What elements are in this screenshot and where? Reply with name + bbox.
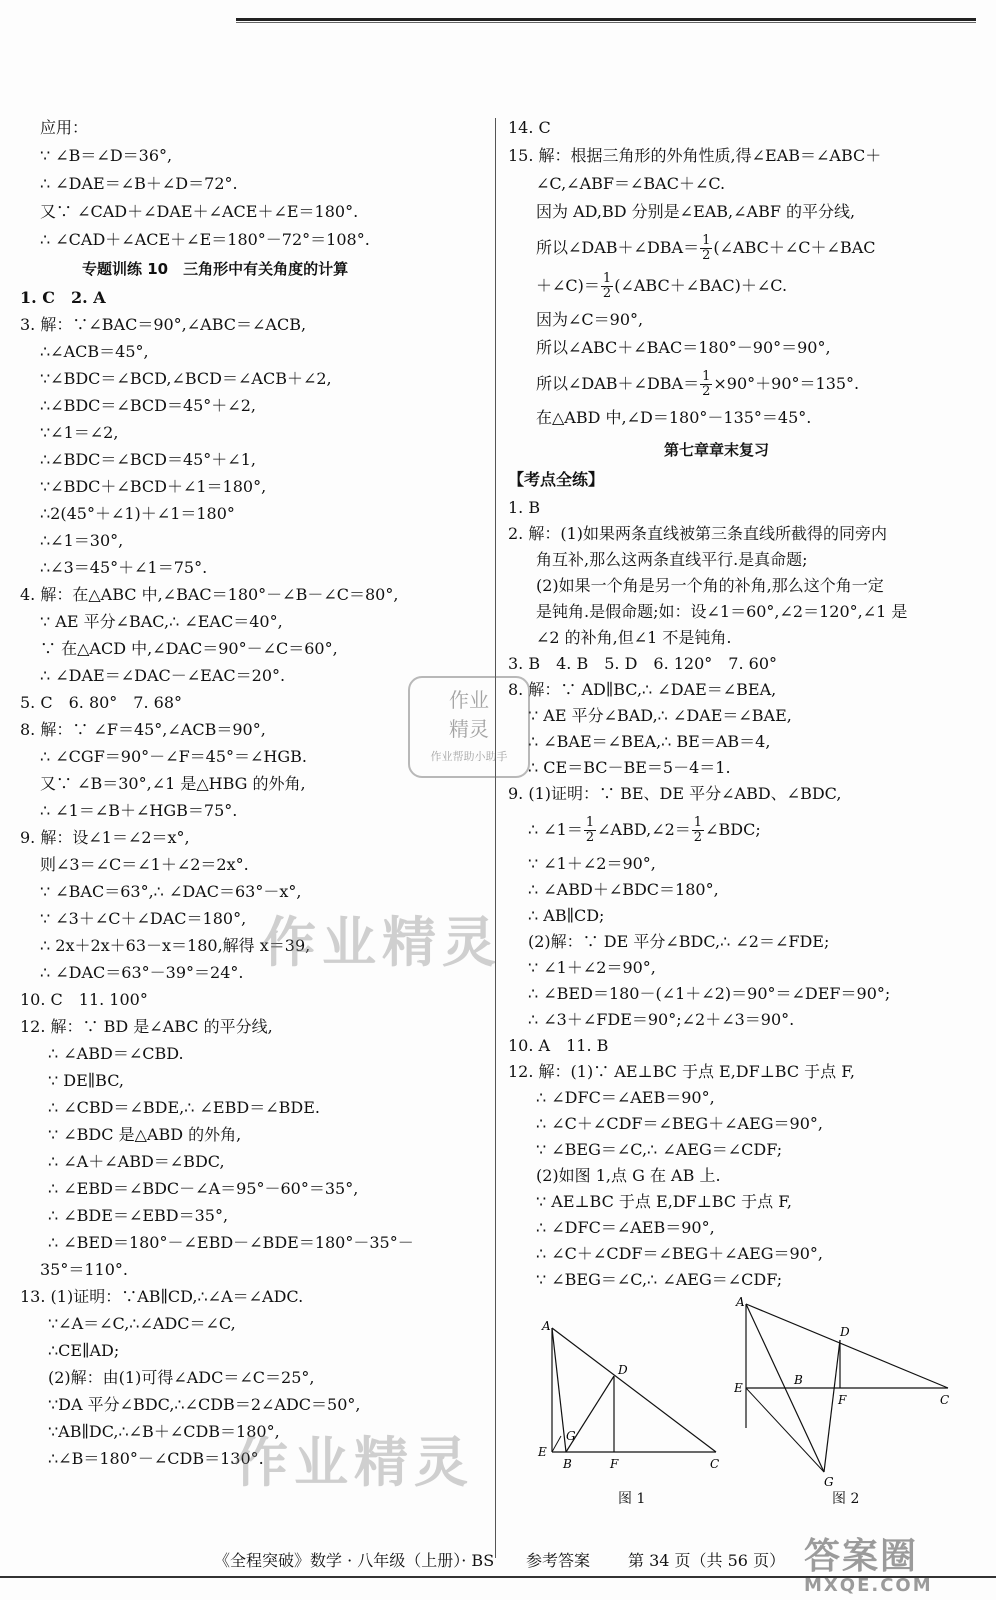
text-line: ∴ ∠BAE＝∠BEA,∴ BE＝AB＝4, [528, 732, 771, 751]
text-line: (2)解：∵ DE 平分∠BDC,∴ ∠2＝∠FDE; [528, 932, 830, 951]
logo-top: 答案圈 [804, 1536, 919, 1577]
text-line: ∴ ∠CBD＝∠BDE,∴ ∠EBD＝∠BDE. [48, 1098, 320, 1117]
text-segment: ＋∠C)＝ [536, 276, 600, 295]
text-line: ∴ ∠ABD＝∠CBD. [48, 1044, 184, 1063]
text-line: (2)如图 1,点 G 在 AB 上. [536, 1166, 721, 1185]
fraction-numerator: 1 [693, 815, 703, 830]
fraction-denominator: 2 [702, 384, 711, 399]
text-line: 13. (1)证明：∵AB∥CD,∴∠A＝∠ADC. [20, 1287, 304, 1306]
stamp-mid: 精灵 [449, 717, 489, 741]
line-ac [552, 1328, 716, 1452]
text-line: 角互补,那么这两条直线平行.是真命题; [536, 550, 808, 569]
text-line: ∴ ∠BED＝180°－∠EBD－∠BDE＝180°－35°－ [48, 1233, 414, 1252]
text-line: ∴∠1＝30°, [40, 531, 124, 550]
text-segment: 所以∠DAB＋∠DBA＝ [536, 238, 700, 257]
fraction-numerator: 1 [702, 233, 711, 248]
text-line: ∵ ∠BAC＝63°,∴ ∠DAC＝63°－x°, [40, 882, 302, 901]
text-line: 又∵ ∠CAD＋∠DAE＋∠ACE＋∠E＝180°. [40, 202, 359, 221]
figure-2-caption: 图 2 [832, 1491, 860, 1507]
text-line: 10. A 11. B [508, 1036, 609, 1055]
text-line: ∴ ∠CAD＋∠ACE＋∠E＝180°－72°＝108°. [40, 230, 370, 249]
watermark-text: 作业精灵 [262, 911, 502, 974]
fig2-label: E [734, 1381, 743, 1395]
figure-2 [734, 1296, 964, 1496]
fig2-label: D [840, 1325, 850, 1339]
text-line: ∵ 在△ACD 中,∠DAC＝90°－∠C＝60°, [40, 639, 338, 658]
text-line: ∴ 2x＋2x＋63－x＝180,解得 x＝39, [40, 936, 311, 955]
text-line: 35°＝110°. [40, 1260, 128, 1279]
footer-section: 参考答案 [526, 1551, 591, 1570]
text-line: ∵ AE⊥BC 于点 E,DF⊥BC 于点 F, [536, 1192, 792, 1211]
fig1-label: A [542, 1319, 551, 1333]
text-line: ∴ ∠ABD＋∠BDC＝180°, [528, 880, 719, 899]
watermark-stamp [408, 676, 530, 778]
text-line: ∵ ∠1＋∠2＝90°, [528, 958, 656, 977]
equation-line [536, 234, 876, 263]
text-line: 14. C [508, 118, 551, 137]
text-line: ∴CE∥AD; [48, 1341, 120, 1360]
footer-book-title: 《全程突破》数学 · 八年级（上册）· BS [214, 1551, 495, 1570]
fraction [584, 816, 596, 845]
section-title: 专题训练 10 三角形中有关角度的计算 [82, 260, 349, 278]
text-line: 则∠3＝∠C＝∠1＋∠2＝2x°. [40, 855, 249, 874]
text-line: ∴ ∠A＋∠ABD＝∠BDC, [48, 1152, 225, 1171]
text-segment: ×90°＋90°＝135°. [713, 374, 860, 393]
text-line: ∴ ∠BDE＝∠EBD＝35°, [48, 1206, 229, 1225]
text-segment: (∠ABC＋∠C＋∠BAC [713, 238, 876, 257]
text-line: ∠2 的补角,但∠1 不是钝角. [536, 628, 732, 647]
text-line: 5. C 6. 80° 7. 68° [20, 693, 183, 712]
text-line: ∴ ∠1＝∠B＋∠HGB＝75°. [40, 801, 238, 820]
figure-1-caption: 图 1 [618, 1491, 646, 1507]
text-line: ∵∠1＝∠2, [40, 423, 119, 442]
text-line: 12. 解：∵ BD 是∠ABC 的平分线, [20, 1017, 273, 1036]
text-line: ∴∠BDC＝∠BCD＝45°＋∠1, [40, 450, 256, 469]
text-line: ∵ ∠BEG＝∠C,∴ ∠AEG＝∠CDF; [536, 1140, 783, 1159]
line-ac [746, 1304, 948, 1388]
equation-line [536, 272, 787, 301]
text-line: 2. 解：(1)如果两条直线被第三条直线所截得的同旁内 [508, 524, 888, 543]
fraction-denominator: 2 [585, 830, 595, 845]
fig2-label: F [838, 1393, 847, 1407]
line-eg [746, 1388, 824, 1472]
top-rule [236, 18, 976, 21]
text-line: 3. B 4. B 5. D 6. 120° 7. 60° [508, 654, 778, 673]
fraction-numerator: 1 [602, 271, 612, 286]
text-line: 在△ABD 中,∠D＝180°－135°＝45°. [536, 408, 812, 427]
text-line: 1. C 2. A [20, 288, 106, 307]
text-line: ∵ ∠B＝∠D＝36°, [40, 146, 173, 165]
fig2-label: B [794, 1373, 803, 1387]
equation-line [536, 370, 859, 399]
text-line: 9. 解：设∠1＝∠2＝x°, [20, 828, 190, 847]
text-line: 因为∠C＝90°, [536, 310, 644, 329]
text-line: 4. 解：在△ABC 中,∠BAC＝180°－∠B－∠C＝80°, [20, 585, 399, 604]
text-line: ∵∠A＝∠C,∴∠ADC＝∠C, [48, 1314, 236, 1333]
fraction [700, 234, 712, 263]
fraction-denominator: 2 [702, 248, 711, 263]
text-line: ∴ ∠DFC＝∠AEB＝90°, [536, 1218, 715, 1237]
fig1-label: G [566, 1429, 576, 1443]
text-line: ∴ ∠DFC＝∠AEB＝90°, [536, 1088, 715, 1107]
text-line: ∵∠BDC＋∠BCD＋∠1＝180°, [40, 477, 267, 496]
text-line: 8. 解：∵ AD∥BC,∴ ∠DAE＝∠BEA, [508, 680, 777, 699]
text-segment: ∠ABD,∠2＝ [597, 820, 691, 839]
text-line: ∴ ∠CGF＝90°－∠F＝45°＝∠HGB. [40, 747, 308, 766]
text-line: 是钝角.是假命题;如：设∠1＝60°,∠2＝120°,∠1 是 [536, 602, 908, 621]
text-line: 所以∠ABC＋∠BAC＝180°－90°＝90°, [536, 338, 831, 357]
text-line: 又∵ ∠B＝30°,∠1 是△HBG 的外角, [40, 774, 306, 793]
line-ab [552, 1328, 566, 1452]
text-line: 9. (1)证明：∵ BE、DE 平分∠ABD、∠BDC, [508, 784, 842, 803]
fig1-label: B [563, 1457, 572, 1471]
text-line: (2)解：由(1)可得∠ADC＝∠C＝25°, [48, 1368, 315, 1387]
fraction-denominator: 2 [602, 286, 612, 301]
fig2-label: C [940, 1393, 950, 1407]
text-segment: ∴ ∠1＝ [528, 820, 583, 839]
text-line: ∴ ∠DAC＝63°－39°＝24°. [40, 963, 244, 982]
fig1-label: C [710, 1457, 720, 1471]
text-line: 10. C 11. 100° [20, 990, 148, 1009]
text-line: 应用： [40, 118, 89, 137]
logo-bot: MXQE.COM [804, 1575, 933, 1596]
text-line: ∴∠ACB＝45°, [40, 342, 149, 361]
text-line: ∵ ∠1＋∠2＝90°, [528, 854, 656, 873]
fig1-label: E [538, 1445, 547, 1459]
text-line: ∴∠B＝180°－∠CDB＝130°. [48, 1449, 264, 1468]
text-line: ∴ ∠3＋∠FDE＝90°;∠2＋∠3＝90°. [528, 1010, 795, 1029]
fraction-numerator: 1 [585, 815, 595, 830]
watermark-text: 作业精灵 [234, 1431, 474, 1494]
text-line: 15. 解：根据三角形的外角性质,得∠EAB＝∠ABC＋ [508, 146, 882, 165]
fig1-label: D [618, 1363, 628, 1377]
equation-line [528, 816, 761, 845]
text-line: 3. 解：∵∠BAC＝90°,∠ABC＝∠ACB, [20, 315, 307, 334]
text-line: ∴∠3＝45°＋∠1＝75°. [40, 558, 208, 577]
line-eg [552, 1436, 561, 1452]
text-line: 因为 AD,BD 分别是∠EAB,∠ABF 的平分线, [536, 202, 856, 221]
text-line: ∠C,∠ABF＝∠BAC＋∠C. [536, 174, 726, 193]
fraction [601, 272, 613, 301]
fraction [692, 816, 704, 845]
text-line: ∴ ∠DAE＝∠B＋∠D＝72°. [40, 174, 238, 193]
text-line: ∴ CE＝BC－BE＝5－4＝1. [528, 758, 731, 777]
text-line: ∴ AB∥CD; [528, 906, 605, 925]
fraction [700, 370, 712, 399]
section-tag: 【考点全练】 [508, 470, 605, 489]
text-line: ∴ ∠DAE＝∠DAC－∠EAC＝20°. [40, 666, 286, 685]
text-line: ∴∠BDC＝∠BCD＝45°＋∠2, [40, 396, 256, 415]
text-segment: (∠ABC＋∠BAC)＋∠C. [614, 276, 788, 295]
text-line: ∴ ∠EBD＝∠BDC－∠A＝95°－60°＝35°, [48, 1179, 359, 1198]
text-line: ∵DA 平分∠BDC,∴∠CDB＝2∠ADC＝50°, [48, 1395, 361, 1414]
text-line: ∵∠BDC＝∠BCD,∠BCD＝∠ACB＋∠2, [40, 369, 332, 388]
text-line: ∵ ∠BEG＝∠C,∴ ∠AEG＝∠CDF; [536, 1270, 783, 1289]
text-line: ∴ ∠BED＝180－(∠1＋∠2)＝90°＝∠DEF＝90°; [528, 984, 891, 1003]
figure-1 [530, 1316, 730, 1486]
text-segment: ∠BDC; [705, 820, 761, 839]
text-segment: 所以∠DAB＋∠DBA＝ [536, 374, 700, 393]
text-line: 12. 解：(1)∵ AE⊥BC 于点 E,DF⊥BC 于点 F, [508, 1062, 855, 1081]
stamp-bot: 作业帮助小助手 [430, 750, 508, 763]
column-divider [495, 118, 496, 1558]
text-line: 8. 解：∵ ∠F＝45°,∠ACB＝90°, [20, 720, 266, 739]
text-line: ∵AB∥DC,∴∠B＋∠CDB＝180°, [48, 1422, 280, 1441]
text-line: ∵ AE 平分∠BAD,∴ ∠DAE＝∠BAE, [528, 706, 792, 725]
text-line: ∴ ∠C＋∠CDF＝∠BEG＋∠AEG＝90°, [536, 1114, 823, 1133]
fraction-denominator: 2 [693, 830, 703, 845]
section-title: 第七章章末复习 [664, 441, 770, 459]
fig2-label: A [736, 1296, 745, 1309]
top-rule-thin [236, 22, 976, 23]
footer-page-number: 第 34 页（共 56 页） [628, 1551, 786, 1570]
text-line: (2)如果一个角是另一个角的补角,那么这个角一定 [536, 576, 884, 595]
text-line: ∵ DE∥BC, [48, 1071, 124, 1090]
fig2-label: G [824, 1475, 834, 1489]
stamp-top: 作业 [449, 688, 489, 712]
fraction-numerator: 1 [702, 369, 711, 384]
text-line: ∵ ∠BDC 是△ABD 的外角, [48, 1125, 242, 1144]
site-logo [804, 1528, 980, 1594]
text-line: ∴2(45°＋∠1)＋∠1＝180° [40, 504, 235, 523]
text-line: 1. B [508, 498, 541, 517]
text-line: ∴ ∠C＋∠CDF＝∠BEG＋∠AEG＝90°, [536, 1244, 823, 1263]
fig1-label: F [610, 1457, 619, 1471]
text-line: ∵ AE 平分∠BAC,∴ ∠EAC＝40°, [40, 612, 283, 631]
text-line: ∵ ∠3＋∠C＋∠DAC＝180°, [40, 909, 247, 928]
